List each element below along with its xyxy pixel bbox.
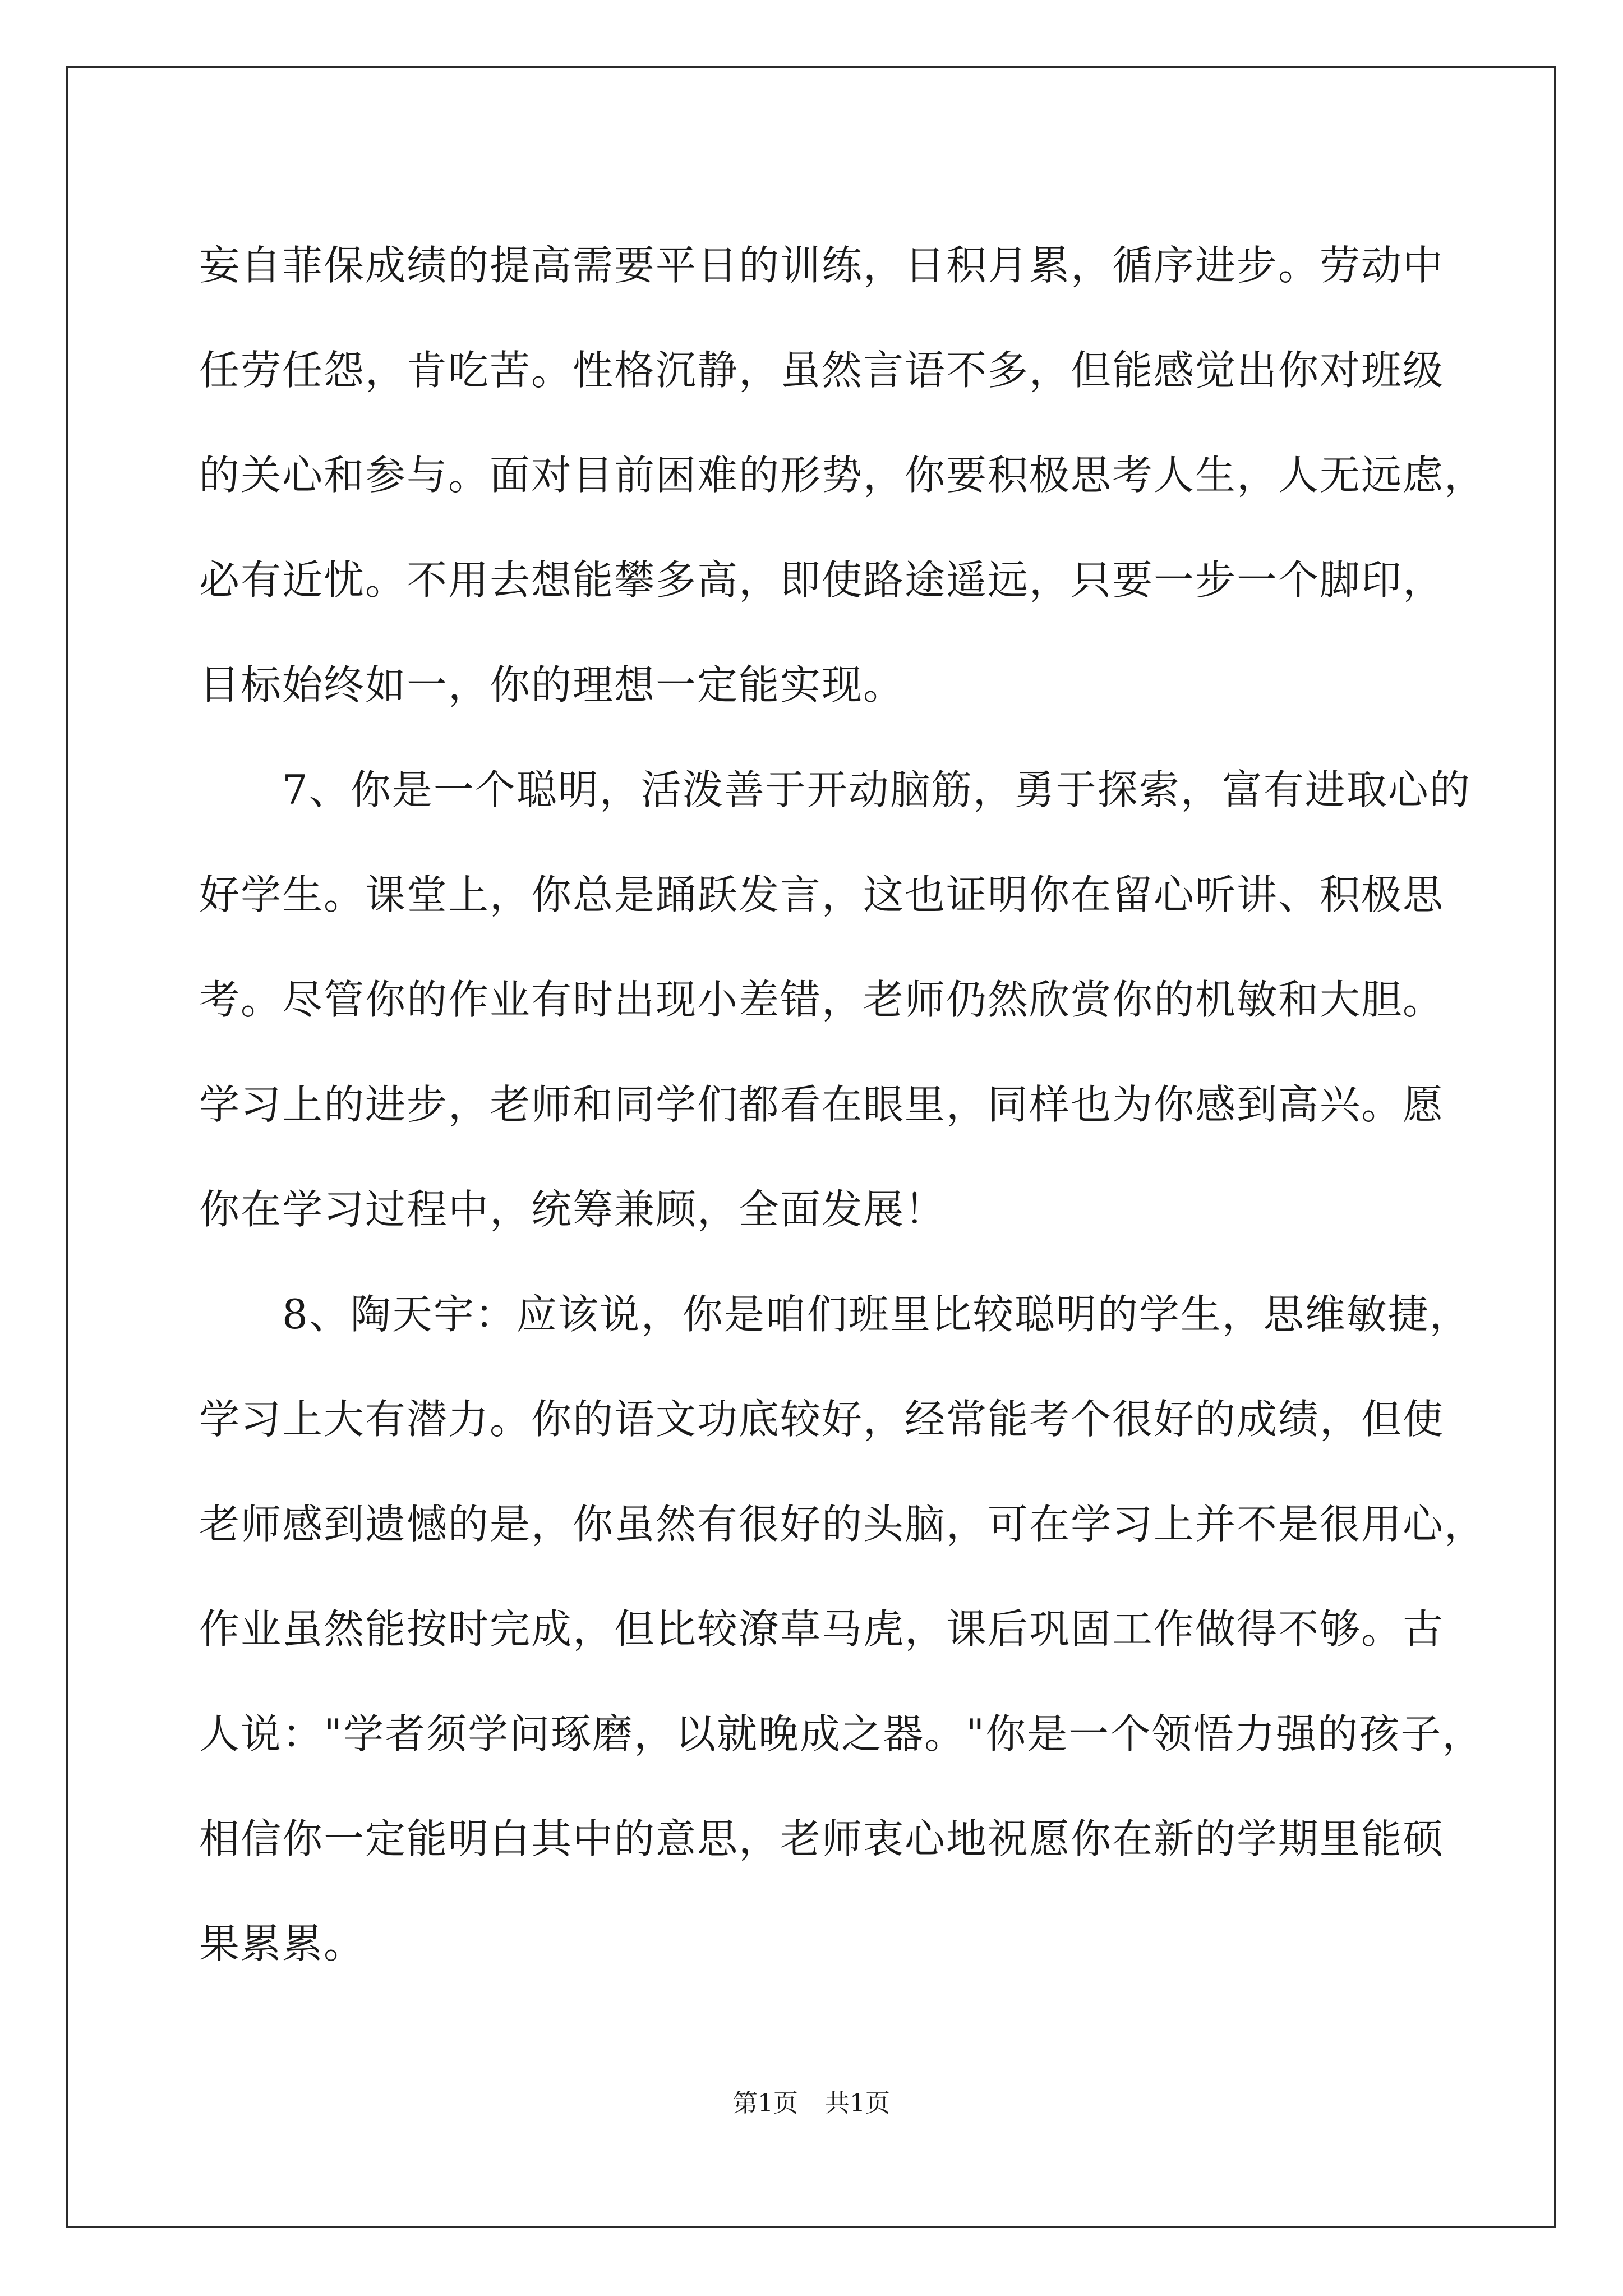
text-line: 好学生。课堂上，你总是踊跃发言，这也证明你在留心听讲、积极思 [199,871,1445,918]
text-line: 任劳任怨，肯吃苦。性格沉静，虽然言语不多，但能感觉出你对班级 [199,347,1445,394]
page-number-current: 第1页 [733,2089,798,2118]
paragraph-continuation [199,213,1486,738]
text-line: 7、你是一个聪明，活泼善于开动脑筋，勇于探索，富有进取心的 [199,766,1471,813]
text-line: 老师感到遗憾的是，你虽然有很好的头脑，可在学习上并不是很用心， [199,1501,1486,1548]
text-line: 果累累。 [199,1920,366,1967]
page-number-total: 共1页 [825,2089,890,2118]
text-line: 的关心和参与。面对目前困难的形势，你要积极思考人生，人无远虑， [199,452,1486,499]
text-line: 妄自菲保成绩的提高需要平日的训练，日积月累，循序进步。劳动中 [199,242,1445,289]
text-line: 学习上的进步，老师和同学们都看在眼里，同样也为你感到高兴。愿 [199,1081,1445,1128]
text-line: 8、陶天宇：应该说，你是咱们班里比较聪明的学生，思维敏捷， [199,1291,1471,1338]
paragraph-item-8 [199,1262,1486,1996]
document-body [199,213,1486,1996]
page-footer [0,2087,1623,2120]
text-line: 人说："学者须学问琢磨，以就晚成之器。"你是一个领悟力强的孩子， [199,1710,1484,1757]
text-line: 学习上大有潜力。你的语文功底较好，经常能考个很好的成绩，但使 [199,1396,1445,1443]
text-line: 必有近忧。不用去想能攀多高，即使路途遥远，只要一步一个脚印， [199,556,1445,604]
text-line: 考。尽管你的作业有时出现小差错，老师仍然欣赏你的机敏和大胆。 [199,976,1445,1023]
text-line: 作业虽然能按时完成，但比较潦草马虎，课后巩固工作做得不够。古 [199,1605,1445,1653]
text-line: 你在学习过程中，统筹兼顾，全面发展！ [199,1186,947,1233]
text-line: 目标始终如一，你的理想一定能实现。 [199,661,905,708]
text-line: 相信你一定能明白其中的意思，老师衷心地祝愿你在新的学期里能硕 [199,1815,1445,1862]
paragraph-item-7 [199,738,1471,1262]
